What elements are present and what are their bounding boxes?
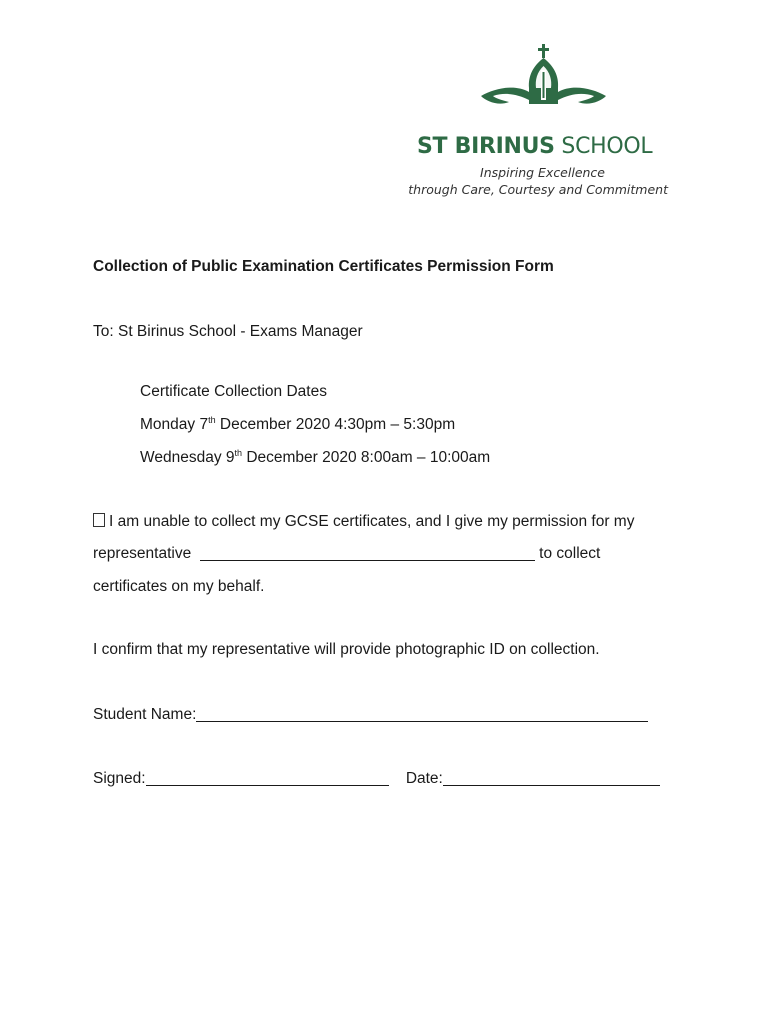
signature-row — [93, 770, 660, 788]
form-title: Collection of Public Examination Certificates Permission Form — [93, 258, 554, 275]
representative-name-field[interactable] — [200, 546, 535, 561]
permission-statement-line-1: I am unable to collect my GCSE certificates, and I give my permission for my — [93, 513, 634, 531]
date-field[interactable] — [443, 771, 660, 786]
collection-date-1: Monday 7th December 2020 4:30pm – 5:30pm — [140, 415, 456, 433]
date-label: Date: — [405, 770, 443, 787]
signature-field[interactable] — [146, 771, 389, 786]
permission-statement-line-3: certificates on my behalf. — [93, 578, 265, 595]
school-tagline-line-2: through Care, Courtesy and Commitment — [408, 182, 668, 197]
school-name: ST BIRINUS SCHOOL — [417, 134, 653, 159]
school-tagline-line-1: Inspiring Excellence — [480, 165, 605, 180]
permission-statement-line-2: representative to collect — [93, 545, 601, 562]
recipient-line: To: St Birinus School - Exams Manager — [93, 323, 363, 340]
collection-date-2: Wednesday 9th December 2020 8:00am – 10:00am — [140, 448, 491, 466]
id-confirmation-statement: I confirm that my representative will provide photographic ID on collection. — [93, 641, 600, 658]
student-name-field[interactable] — [196, 707, 648, 722]
school-crest-icon — [475, 40, 615, 115]
student-name-row — [93, 706, 648, 724]
permission-checkbox[interactable] — [93, 513, 105, 527]
collection-dates-heading: Certificate Collection Dates — [140, 383, 327, 400]
signed-label: Signed: — [93, 770, 146, 787]
school-logo — [405, 40, 690, 205]
student-name-label: Student Name: — [93, 706, 197, 723]
